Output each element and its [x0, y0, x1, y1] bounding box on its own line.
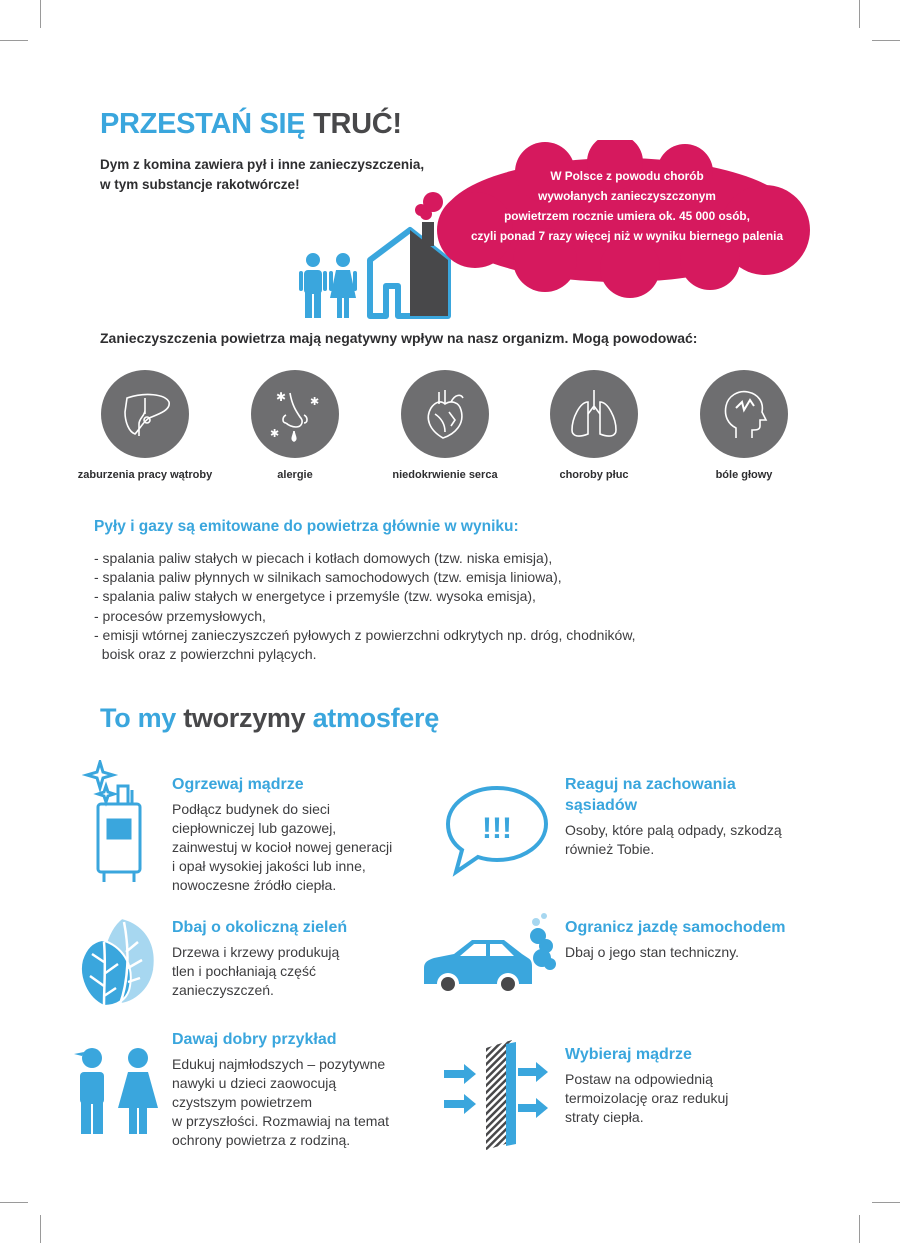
children-icon	[72, 1046, 164, 1136]
tip-green-title: Dbaj o okoliczną zieleń	[172, 919, 348, 936]
bubble-text: !!!	[482, 812, 512, 845]
tip-line: ciepłowniczej lub gazowej,	[172, 820, 337, 836]
list-item: boisk oraz z powierzchni pylących.	[94, 646, 317, 663]
leaves-icon	[74, 912, 160, 1008]
man-icon	[299, 253, 327, 318]
intro-line: Dym z komina zawiera pył i inne zanieczyszczenia,	[100, 157, 425, 172]
cloud-line: W Polsce z powodu chorób	[550, 169, 704, 183]
section-title-part: atmosferę	[312, 703, 439, 733]
tip-green-body	[172, 943, 339, 1000]
tip-heat-body	[172, 800, 392, 895]
page-title	[100, 108, 402, 141]
intro-line: w tym substancje rakotwórcze!	[100, 177, 300, 192]
disease-label: zaburzenia pracy wątroby	[77, 469, 213, 481]
tip-line: Dbaj o jego stan techniczny.	[565, 944, 740, 960]
tip-example-body	[172, 1055, 389, 1150]
tip-car-title: Ogranicz jazdę samochodem	[565, 919, 786, 936]
cloud-text	[462, 166, 792, 246]
car-icon	[420, 906, 560, 998]
disease-circle	[401, 370, 489, 458]
disease-circle	[251, 370, 339, 458]
tip-line: nowoczesne źródło ciepła.	[172, 877, 337, 893]
list-item: - spalania paliw stałych w piecach i kotłach domowych (tzw. niska emisja),	[94, 550, 553, 566]
emissions-title: Pyły i gazy są emitowane do powietrza głównie w wyniku:	[94, 518, 519, 535]
disease-circle	[700, 370, 788, 458]
intro-text	[100, 155, 424, 195]
woman-icon	[329, 253, 357, 318]
tip-line: i opał wysokiej jakości lub inne,	[172, 858, 366, 874]
list-item: - emisji wtórnej zanieczyszczeń pyłowych z powierzchni odkrytych np. dróg, chodników,	[94, 626, 636, 643]
tip-title-line: sąsiadów	[565, 797, 638, 814]
disease-headache	[669, 370, 819, 481]
girl-icon	[118, 1048, 158, 1134]
crop-mark	[872, 40, 900, 41]
crop-mark	[0, 1202, 28, 1203]
tip-neighbors-title	[565, 774, 736, 816]
list-item: - procesów przemysłowych,	[94, 607, 266, 624]
diseases-lead: Zanieczyszczenia powietrza mają negatywny wpływ na nasz organizm. Mogą powodować:	[100, 330, 698, 346]
tip-line: w przyszłości. Rozmawiaj na temat	[172, 1113, 390, 1129]
tip-line: zainwestuj w kocioł nowej generacji	[172, 839, 393, 855]
tip-line: ochrony powietrza z rodziną.	[172, 1132, 351, 1148]
tip-line: termoizolację oraz redukuj	[565, 1090, 729, 1106]
disease-label: alergie	[277, 469, 313, 481]
section-title-part: tworzymy	[183, 703, 313, 733]
tip-line: Osoby, które palą odpady, szkodzą	[565, 822, 782, 838]
tip-example-title: Dawaj dobry przykład	[172, 1031, 337, 1048]
emissions-list	[94, 549, 636, 664]
disease-circle	[101, 370, 189, 458]
disease-label: choroby płuc	[559, 469, 629, 481]
list-item: - spalania paliw stałych w energetyce i przemyśle (tzw. wysoka emisja),	[94, 588, 536, 605]
section-title-part: To my	[100, 703, 184, 733]
tip-neighbors-body	[565, 821, 782, 859]
tip-insulation-title: Wybieraj mądrze	[565, 1046, 692, 1063]
svg-text:✱: ✱	[310, 395, 320, 408]
head-icon	[714, 384, 774, 444]
crop-mark	[40, 0, 41, 28]
disease-allergy	[220, 370, 370, 481]
exhaust-icon	[530, 913, 556, 970]
title-part-blue: PRZESTAŃ SIĘ	[100, 108, 314, 140]
nose-icon	[264, 383, 326, 445]
tip-line: straty ciepła.	[565, 1109, 644, 1125]
liver-icon	[115, 384, 175, 444]
boiler-icon	[82, 760, 152, 885]
tip-line: również Tobie.	[565, 841, 655, 857]
insulation-icon	[440, 1038, 552, 1150]
cloud-line: powietrzem rocznie umiera ok. 45 000 osób,	[504, 209, 750, 223]
tip-line: Drzewa i krzewy produkują	[172, 944, 340, 960]
disease-heart	[370, 370, 520, 481]
tip-insulation-body	[565, 1070, 728, 1127]
svg-text:✱: ✱	[270, 427, 280, 440]
crop-mark	[40, 1215, 41, 1243]
tip-line: czystszym powietrzem	[172, 1094, 313, 1110]
speech-bubble-icon	[442, 780, 552, 880]
list-item: - spalania paliw płynnych w silnikach samochodowych (tzw. emisja liniowa),	[94, 569, 562, 586]
tip-line: tlen i pochłaniają część	[172, 963, 316, 979]
crop-mark	[859, 1215, 860, 1243]
tip-line: Edukuj najmłodszych – pozytywne	[172, 1056, 386, 1072]
crop-mark	[0, 40, 28, 41]
tip-line: Postaw na odpowiednią	[565, 1071, 713, 1087]
svg-text:✱: ✱	[276, 390, 287, 404]
disease-liver	[70, 370, 220, 481]
disease-label: niedokrwienie serca	[392, 469, 498, 481]
tip-line: zanieczyszczeń.	[172, 982, 274, 998]
tip-car-body	[565, 943, 739, 962]
title-part-dark: TRUĆ!	[313, 108, 402, 140]
crop-mark	[859, 0, 860, 28]
heart-icon	[415, 384, 475, 444]
tip-title-line: Reaguj na zachowania	[565, 776, 736, 793]
boy-icon	[74, 1048, 104, 1134]
disease-circle	[550, 370, 638, 458]
tip-heat-title: Ogrzewaj mądrze	[172, 776, 304, 793]
cloud-line: wywołanych zanieczyszczonym	[538, 189, 716, 203]
lungs-icon	[564, 384, 624, 444]
section-title	[100, 703, 439, 734]
disease-label: bóle głowy	[715, 469, 773, 481]
disease-lungs	[519, 370, 669, 481]
tip-line: Podłącz budynek do sieci	[172, 801, 330, 817]
cloud-line: czyli ponad 7 razy więcej niż w wyniku biernego palenia	[470, 229, 784, 243]
crop-mark	[872, 1202, 900, 1203]
tip-line: nawyki u dzieci zaowocują	[172, 1075, 337, 1091]
